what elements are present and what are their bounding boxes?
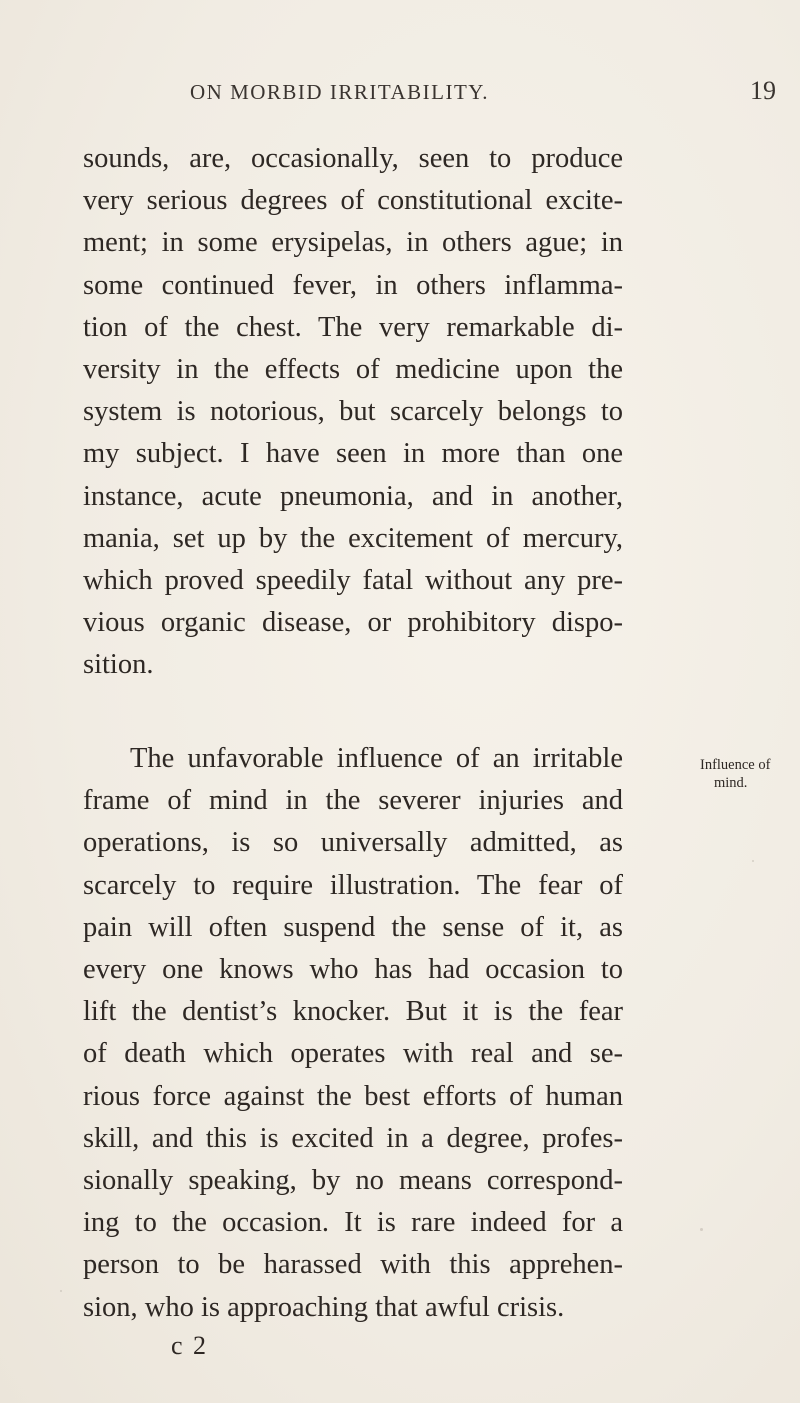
- page-number: 19: [750, 76, 776, 105]
- text-line: every one knows who has had occasion to: [83, 954, 623, 986]
- text-line: pain will often suspend the sense of it, as: [83, 911, 623, 943]
- text-line: of death which operates with real and se-: [83, 1038, 623, 1070]
- text-line: The unfavorable influence of an irritable: [130, 743, 623, 774]
- text-line: sounds, are, occasionally, seen to produce: [83, 143, 623, 174]
- paper-speck: [60, 1290, 62, 1292]
- margin-note-line: mind.: [714, 775, 748, 791]
- text-line: person to be harassed with this apprehen-: [83, 1249, 623, 1281]
- text-line: system is notorious, but scarcely belongs to: [83, 396, 623, 428]
- running-title: ON MORBID IRRITABILITY.: [190, 80, 490, 104]
- text-line: some continued fever, in others inflamma-: [83, 269, 623, 301]
- text-line: skill, and this is excited in a degree, profes-: [83, 1122, 623, 1154]
- signature-mark: c 2: [171, 1331, 209, 1360]
- paper-speck: [752, 860, 754, 862]
- text-line: very serious degrees of constitutional excite-: [83, 185, 623, 217]
- text-line: tion of the chest. The very remarkable di-: [83, 311, 623, 343]
- text-line: sionally speaking, by no means correspond-: [83, 1165, 623, 1197]
- text-line: frame of mind in the severer injuries and: [83, 785, 623, 817]
- margin-note: [700, 756, 796, 792]
- text-line: my subject. I have seen in more than one: [83, 438, 623, 470]
- text-line: vious organic disease, or prohibitory dispo-: [83, 607, 623, 639]
- paragraph-1: [83, 138, 623, 687]
- text-line: mania, set up by the excitement of mercury,: [83, 522, 623, 554]
- text-line: lift the dentist’s knocker. But it is the fear: [83, 996, 623, 1028]
- text-line: scarcely to require illustration. The fear of: [83, 869, 623, 901]
- text-line: instance, acute pneumonia, and in another,: [83, 480, 623, 512]
- text-line: rious force against the best efforts of human: [83, 1080, 623, 1112]
- text-line: sion, who is approaching that awful crisis.: [83, 1291, 565, 1323]
- text-line: which proved speedily fatal without any pre-: [83, 565, 623, 597]
- text-line: sition.: [83, 649, 154, 681]
- paper-speck: [700, 1228, 703, 1231]
- text-line: versity in the effects of medicine upon the: [83, 354, 623, 386]
- text-line: ing to the occasion. It is rare indeed for a: [83, 1207, 623, 1239]
- text-line: operations, is so universally admitted, as: [83, 827, 623, 859]
- text-line: ment; in some erysipelas, in others ague; in: [83, 227, 623, 259]
- margin-note-line: Influence of: [700, 757, 771, 773]
- paragraph-2: [83, 738, 623, 1329]
